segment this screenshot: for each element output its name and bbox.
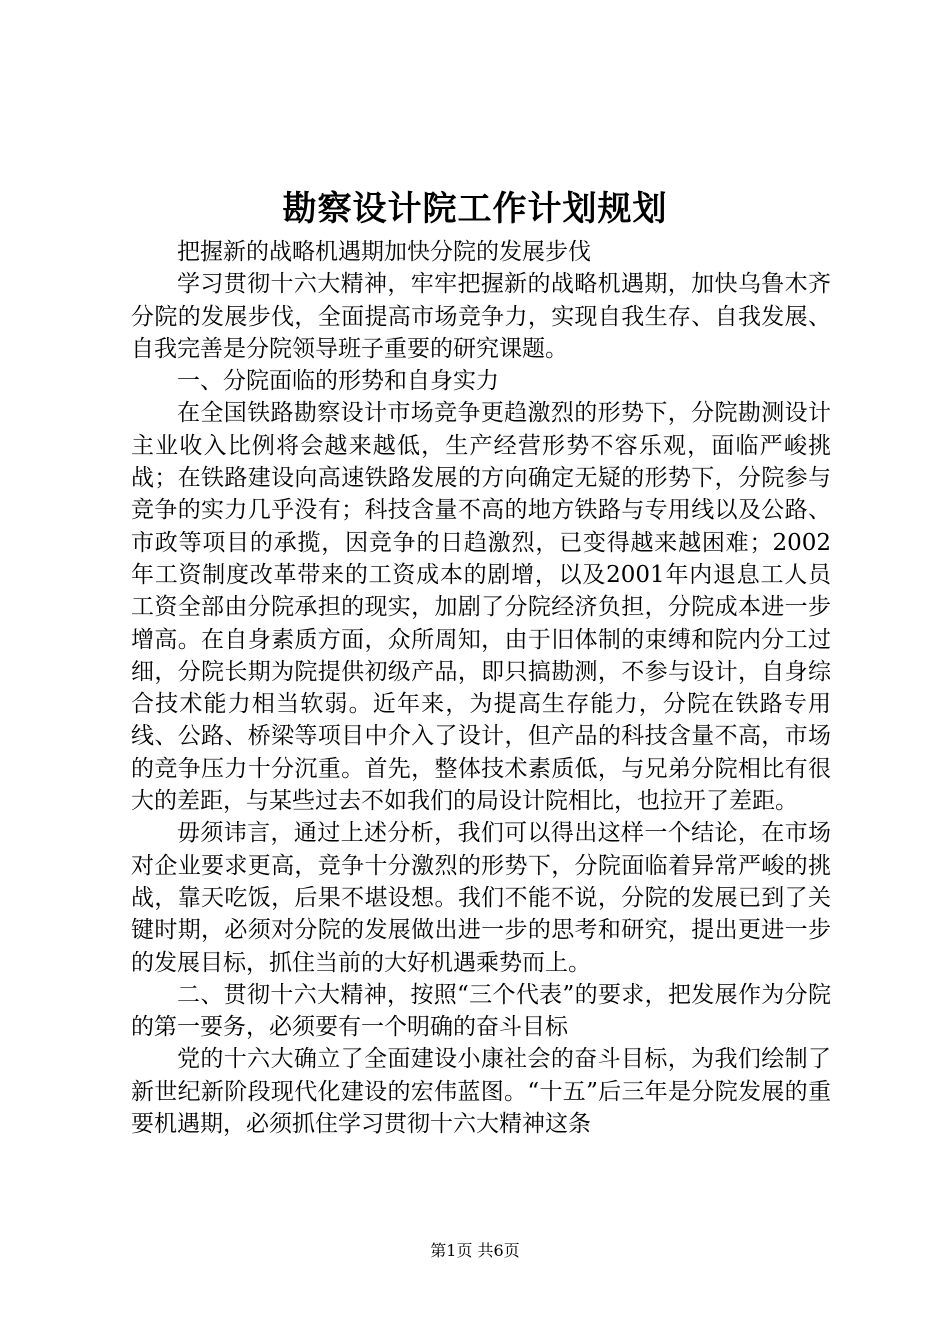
- paragraph-subtitle: 把握新的战略机遇期加快分院的发展步伐: [177, 239, 591, 265]
- paragraph-intro: 学习贯彻十六大精神，牢牢把握新的战略机遇期，加快乌鲁木齐分院的发展步伐，全面提高市场竞争力，实现自我生存、自我发展、自我完善是分院领导班子重要的研究课题。: [131, 271, 831, 362]
- document-title: 勘察设计院工作计划规划: [282, 189, 668, 229]
- paragraph-situation: 在全国铁路勘察设计市场竞争更趋激烈的形势下，分院勘测设计主业收入比例将会越来越低，生产经营形势不容乐观，面临严峻挑战；在铁路建设向高速铁路发展的方向确定无疑的形势下，分院参与竞争的实力几乎没有；科技含量不高的地方铁路与专用线以及公路、市政等项目的承揽，因竞争的日趋激烈，已变得越来越困难；2002年工资制度改革带来的工资成本的剧增，以及2001年内退息工人员工资全部由分院承担的现实，加剧了分院经济负担，分院成本进一步增高。在自身素质方面，众所周知，由于旧体制的束缚和院内分工过细，分院长期为院提供初级产品，即只搞勘测，不参与设计，自身综合技术能力相当软弱。近年来，为提高生存能力，分院在铁路专用线、公路、桥梁等项目中介入了设计，但产品的科技含量不高，市场的竞争压力十分沉重。首先，整体技术素质低，与兄弟分院相比有很大的差距，与某些过去不如我们的局设计院相比，也拉开了差距。: [131, 400, 831, 815]
- document-body: [131, 236, 831, 1140]
- page-footer: 第1页 共6页: [430, 1241, 520, 1260]
- section-heading-1: 一、分院面临的形势和自身实力: [177, 368, 499, 395]
- paragraph-conclusion: 毋须讳言，通过上述分析，我们可以得出这样一个结论，在市场对企业要求更高，竞争十分激烈的形势下，分院面临着异常严峻的挑战，靠天吃饭，后果不堪设想。我们不能不说，分院的发展已到了关键时期，必须对分院的发展做出进一步的思考和研究，提出更进一步的发展目标，抓住当前的大好机遇乘势而上。: [131, 820, 831, 976]
- section-heading-2: 二、贯彻十六大精神，按照“三个代表”的要求，把发展作为分院的第一要务，必须要有一个明确的奋斗目标: [131, 981, 831, 1041]
- paragraph-goal: 党的十六大确立了全面建设小康社会的奋斗目标，为我们绘制了新世纪新阶段现代化建设的宏伟蓝图。“十五”后三年是分院发展的重要机遇期，必须抓住学习贯彻十六大精神这条: [131, 1046, 831, 1138]
